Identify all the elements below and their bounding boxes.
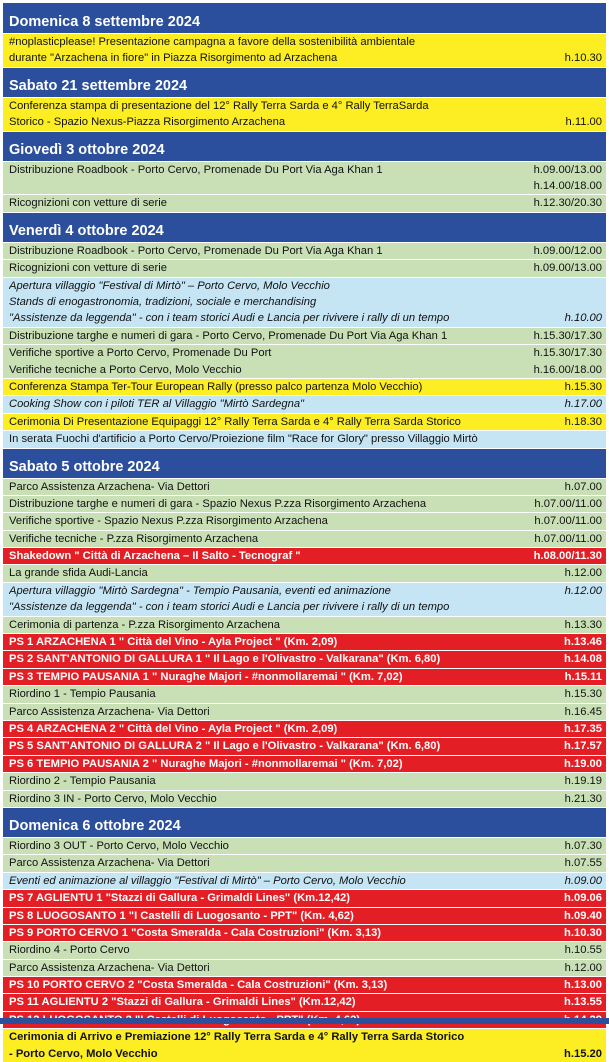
- event-description: [9, 328, 528, 344]
- event-text-line: Riordino 3 IN - Porto Cervo, Molo Vecchio: [9, 792, 217, 805]
- event-text-line: Cooking Show con i piloti TER al Villaggio "Mirtò Sardegna": [9, 398, 305, 411]
- event-text-line: Conferenza Stampa Ter-Tour European Rally (presso palco partenza Molo Vecchio): [9, 380, 423, 393]
- event-time-line: h.13.55: [564, 996, 602, 1009]
- event-text-line: Parco Assistenza Arzachena- Via Dettori: [9, 961, 210, 974]
- schedule-row: [3, 686, 606, 702]
- event-description: [9, 977, 558, 993]
- schedule-row: [3, 379, 606, 395]
- event-time: [528, 162, 602, 195]
- event-time-line: h.07.00/11.00: [534, 497, 602, 510]
- schedule-row: [3, 243, 606, 259]
- event-time: [528, 345, 602, 378]
- event-time: [559, 855, 602, 871]
- event-time: [528, 513, 602, 529]
- schedule-row: [3, 738, 606, 754]
- event-time-line: h.09.00/13.00: [533, 163, 602, 176]
- event-time-line: h.07.55: [564, 857, 602, 870]
- event-time-line: [564, 1029, 602, 1045]
- schedule-row: [3, 960, 606, 976]
- event-description: [9, 873, 559, 889]
- event-time: [558, 721, 602, 737]
- event-text-line: PS 5 SANT'ANTONIO DI GALLURA 2 " Il Lago e l'Olivastro - Valkarana" (Km. 6,80): [9, 740, 441, 753]
- event-time-line: h.11.00: [565, 116, 602, 129]
- event-text-line: Stands di enogastronomia, tradizioni, sociale e merchandising: [9, 295, 317, 308]
- schedule-row: [3, 513, 606, 529]
- event-time: [559, 704, 602, 720]
- event-time-line: h.19.19: [564, 775, 602, 788]
- event-description: [9, 496, 528, 512]
- event-time: [559, 583, 602, 616]
- event-time: [528, 328, 602, 344]
- event-text-line: La grande sfida Audi-Lancia: [9, 567, 148, 580]
- section-header: Domenica 6 ottobre 2024: [3, 808, 606, 837]
- event-text-line: Storico - Spazio Nexus-Piazza Risorgimento Arzachena: [9, 116, 286, 129]
- event-time-line: [565, 294, 602, 310]
- event-description: [9, 513, 528, 529]
- event-text-line: PS 4 ARZACHENA 2 " Città del Vino - Ayla Project " (Km. 2,09): [9, 722, 338, 735]
- schedule-row: [3, 162, 606, 195]
- event-text-line: PS 11 AGLIENTU 2 "Stazzi di Gallura - Grimaldi Lines" (Km.12,42): [9, 996, 356, 1009]
- schedule-row: [3, 260, 606, 276]
- event-text-line: Riordino 2 - Tempio Pausania: [9, 775, 156, 788]
- event-description: [9, 908, 558, 924]
- event-time: [559, 686, 602, 702]
- event-description: [9, 531, 528, 547]
- event-time: [558, 738, 602, 754]
- event-description: [9, 617, 559, 633]
- event-time-line: h.15.30: [564, 380, 602, 393]
- event-time: [528, 195, 602, 211]
- event-text-line: Ricognizioni con vetture di serie: [9, 197, 167, 210]
- event-description: [9, 686, 559, 702]
- event-time-line: h.19.00: [564, 757, 602, 770]
- event-time-line: [565, 278, 602, 294]
- event-description: [9, 634, 558, 650]
- event-time-line: h.12.00: [564, 567, 602, 580]
- schedule-row: [3, 98, 606, 131]
- event-text-line: PS 2 SANT'ANTONIO DI GALLURA 1 " Il Lago e l'Olivastro - Valkarana" (Km. 6,80): [9, 653, 441, 666]
- event-time: [528, 531, 602, 547]
- event-description: [9, 994, 558, 1010]
- event-description: [9, 669, 559, 685]
- event-description: [9, 890, 558, 906]
- event-text-line: PS 9 PORTO CERVO 1 "Costa Smeralda - Cala Costruzioni" (Km. 3,13): [9, 926, 382, 939]
- event-description: [9, 548, 528, 564]
- event-description: [9, 838, 559, 854]
- event-text-line: Ricognizioni con vetture di serie: [9, 262, 167, 275]
- event-description: [9, 431, 596, 447]
- event-time: [528, 243, 602, 259]
- event-time-line: h.13.00: [564, 979, 602, 992]
- event-text-line: Cerimonia di Arrivo e Premiazione 12° Rally Terra Sarda e 4° Rally Terra Sarda Storico: [9, 1031, 465, 1044]
- event-description: [9, 396, 559, 412]
- schedule-row: [3, 873, 606, 889]
- event-time-line: h.07.00/11.00: [534, 515, 602, 528]
- schedule-row: [3, 669, 606, 685]
- event-time: [560, 98, 603, 131]
- event-description: [9, 565, 559, 581]
- event-time-line: h.17.57: [564, 740, 602, 753]
- event-time-line: h.09.00/13.00: [533, 262, 602, 275]
- schedule-row: [3, 855, 606, 871]
- event-time-line: h.10.00: [564, 312, 602, 325]
- section-header: Giovedì 3 ottobre 2024: [3, 132, 606, 161]
- event-time-line: h.09.00/12.00: [533, 244, 602, 257]
- event-description: [9, 278, 559, 327]
- event-time: [559, 379, 602, 395]
- schedule-row: [3, 838, 606, 854]
- event-text-line: Distribuzione Roadbook - Porto Cervo, Promenade Du Port Via Aga Khan 1: [9, 163, 383, 176]
- schedule-row: [3, 942, 606, 958]
- event-time-line: h.07.30: [564, 839, 602, 852]
- event-description: [9, 738, 558, 754]
- section-header: Venerdì 4 ottobre 2024: [3, 213, 606, 242]
- event-description: [9, 243, 528, 259]
- rally-schedule: [3, 3, 606, 1062]
- event-time-line: h.09.40: [564, 909, 602, 922]
- event-time: [596, 431, 602, 447]
- event-description: [9, 583, 559, 616]
- section-header: Domenica 8 settembre 2024: [3, 3, 606, 33]
- event-time-line: h.07.00: [564, 480, 602, 493]
- event-text-line: Verifiche tecniche a Porto Cervo, Molo Vecchio: [9, 363, 242, 376]
- event-text-line: Cerimonia di partenza - P.zza Risorgimento Arzachena: [9, 618, 280, 631]
- schedule-row: [3, 908, 606, 924]
- event-time-line: h.15.11: [564, 670, 602, 683]
- event-time: [559, 960, 602, 976]
- event-text-line: PS 6 TEMPIO PAUSANIA 2 " Nuraghe Majori - #nonmollaremai " (Km. 7,02): [9, 757, 403, 770]
- event-time-line: h.10.30: [564, 52, 602, 65]
- event-text-line: - Porto Cervo, Molo Vecchio: [9, 1047, 158, 1060]
- event-time: [558, 1029, 602, 1062]
- event-time-line: h.12.30/20.30: [533, 197, 602, 210]
- schedule-row: [3, 479, 606, 495]
- event-description: [9, 379, 559, 395]
- schedule-row: [3, 496, 606, 512]
- event-time: [558, 651, 602, 667]
- schedule-row: [3, 925, 606, 941]
- schedule-row: [3, 890, 606, 906]
- event-description: [9, 721, 558, 737]
- schedule-row: [3, 994, 606, 1010]
- section-header: Sabato 5 ottobre 2024: [3, 449, 606, 478]
- event-description: [9, 960, 559, 976]
- event-time: [559, 565, 602, 581]
- event-time: [559, 396, 602, 412]
- schedule-row: [3, 195, 606, 211]
- schedule-row: [3, 791, 606, 807]
- event-time-line: h.12.00: [564, 584, 602, 597]
- event-text-line: Apertura villaggio "Mirtò Sardegna" - Tempio Pausania, eventi ed animazione: [9, 584, 391, 597]
- schedule-row: [3, 721, 606, 737]
- event-text-line: #noplasticplease! Presentazione campagna a favore della sostenibilità ambientale: [9, 36, 416, 48]
- event-description: [9, 1029, 558, 1062]
- event-time: [558, 925, 602, 941]
- event-text-line: In serata Fuochi d'artificio a Porto Cervo/Proiezione film "Race for Glory" presso Villaggio Mirtò: [9, 433, 478, 446]
- event-time-line: h.14.08: [564, 653, 602, 666]
- schedule-row: [3, 617, 606, 633]
- event-time: [528, 260, 602, 276]
- event-time-line: h.08.00/11.30: [533, 550, 602, 563]
- event-time: [559, 942, 602, 958]
- event-text-line: Riordino 1 - Tempio Pausania: [9, 688, 156, 701]
- event-description: [9, 260, 528, 276]
- event-time: [558, 634, 602, 650]
- bottom-stripe: [0, 1018, 609, 1024]
- event-time-line: h.07.00/11.00: [534, 532, 602, 545]
- event-time: [559, 479, 602, 495]
- event-text-line: Distribuzione targhe e numeri di gara - Porto Cervo, Promenade Du Port Via Aga Khan 1: [9, 329, 448, 342]
- event-time-line: h.12.00: [564, 961, 602, 974]
- event-text-line: Apertura villaggio "Festival di Mirtò" – Porto Cervo, Molo Vecchio: [9, 279, 330, 292]
- event-text-line: Eventi ed animazione al villaggio "Festival di Mirtò" – Porto Cervo, Molo Vecchio: [9, 874, 406, 887]
- event-description: [9, 98, 560, 131]
- event-time-line: h.13.30: [564, 618, 602, 631]
- event-description: [9, 855, 559, 871]
- event-time: [559, 669, 602, 685]
- event-text-line: "Assistenze da leggenda" - con i team storici Audi e Lancia per rivivere i rally di un tempo: [9, 312, 450, 325]
- schedule-row: [3, 977, 606, 993]
- event-time-line: h.16.45: [564, 705, 602, 718]
- event-time: [559, 773, 602, 789]
- event-time-line: [565, 599, 602, 615]
- event-text-line: Riordino 4 - Porto Cervo: [9, 944, 130, 957]
- schedule-row: [3, 773, 606, 789]
- schedule-row: [3, 328, 606, 344]
- schedule-row: [3, 278, 606, 327]
- schedule-row: [3, 1029, 606, 1062]
- event-time-line: h.18.30: [564, 415, 602, 428]
- event-time-line: h.15.20: [564, 1047, 602, 1060]
- schedule-row: [3, 634, 606, 650]
- event-time-line: h.15.30: [564, 688, 602, 701]
- event-time-line: h.13.46: [564, 636, 602, 649]
- schedule-row: [3, 431, 606, 447]
- event-description: [9, 942, 559, 958]
- event-time: [558, 994, 602, 1010]
- event-text-line: PS 3 TEMPIO PAUSANIA 1 " Nuraghe Majori - #nonmollaremai " (Km. 7,02): [9, 670, 403, 683]
- event-time: [558, 756, 602, 772]
- event-text-line: Verifiche tecniche - P.zza Risorgimento Arzachena: [9, 532, 259, 545]
- event-description: [9, 651, 558, 667]
- schedule-row: [3, 583, 606, 616]
- event-text-line: Riordino 3 OUT - Porto Cervo, Molo Vecchio: [9, 839, 229, 852]
- schedule-row: [3, 34, 606, 67]
- event-time-line: h.09.06: [564, 892, 602, 905]
- event-text-line: Distribuzione Roadbook - Porto Cervo, Promenade Du Port Via Aga Khan 1: [9, 244, 383, 257]
- event-description: [9, 925, 558, 941]
- schedule-row: [3, 756, 606, 772]
- event-description: [9, 162, 528, 195]
- event-time-line: [566, 98, 603, 114]
- event-text-line: PS 1 ARZACHENA 1 " Città del Vino - Ayla Project " (Km. 2,09): [9, 636, 338, 649]
- event-text-line: PS 10 PORTO CERVO 2 "Costa Smeralda - Cala Costruzioni" (Km. 3,13): [9, 979, 388, 992]
- event-time-line: h.17.00: [564, 398, 602, 411]
- event-time: [559, 414, 602, 430]
- event-time: [559, 617, 602, 633]
- schedule-row: [3, 345, 606, 378]
- schedule-row: [3, 651, 606, 667]
- event-time: [559, 791, 602, 807]
- event-text-line: PS 8 LUOGOSANTO 1 "I Castelli di Luogosanto - PPT" (Km. 4,62): [9, 909, 354, 922]
- event-text-line: Verifiche sportive - Spazio Nexus P.zza Risorgimento Arzachena: [9, 515, 328, 528]
- schedule-row: [3, 396, 606, 412]
- event-text-line: Parco Assistenza Arzachena- Via Dettori: [9, 857, 210, 870]
- event-description: [9, 34, 559, 67]
- event-time: [558, 908, 602, 924]
- event-time-line: [565, 34, 602, 50]
- event-description: [9, 479, 559, 495]
- section-header: Sabato 21 settembre 2024: [3, 68, 606, 97]
- event-time-line: h.15.30/17.30: [533, 347, 602, 360]
- event-time: [558, 977, 602, 993]
- event-description: [9, 756, 558, 772]
- event-text-line: Verifiche sportive a Porto Cervo, Promenade Du Port: [9, 347, 272, 360]
- event-time: [558, 890, 602, 906]
- event-time-line: h.21.30: [564, 792, 602, 805]
- event-description: [9, 345, 528, 378]
- event-time: [528, 548, 602, 564]
- event-time-line: h.10.30: [564, 926, 602, 939]
- event-description: [9, 704, 559, 720]
- event-description: [9, 414, 559, 430]
- schedule-row: [3, 565, 606, 581]
- event-time: [559, 278, 602, 327]
- event-time-line: h.17.35: [564, 722, 602, 735]
- event-text-line: Cerimonia Di Presentazione Equipaggi 12° Rally Terra Sarda e 4° Rally Terra Sarda Storico: [9, 415, 461, 428]
- event-text-line: [9, 178, 528, 194]
- event-text-line: Distribuzione targhe e numeri di gara - Spazio Nexus P.zza Risorgimento Arzachena: [9, 497, 427, 510]
- event-time: [559, 838, 602, 854]
- schedule-row: [3, 704, 606, 720]
- event-time-line: h.14.00/18.00: [533, 179, 602, 192]
- schedule-row: [3, 531, 606, 547]
- event-time: [559, 34, 602, 67]
- event-time-line: h.09.00: [564, 874, 602, 887]
- schedule-row: [3, 548, 606, 564]
- event-text-line: Parco Assistenza Arzachena- Via Dettori: [9, 705, 210, 718]
- event-description: [9, 773, 559, 789]
- event-time: [528, 496, 602, 512]
- event-text-line: Parco Assistenza Arzachena- Via Dettori: [9, 480, 210, 493]
- event-description: [9, 791, 559, 807]
- event-text-line: Conferenza stampa di presentazione del 12° Rally Terra Sarda e 4° Rally TerraSarda: [9, 99, 429, 112]
- event-text-line: durante "Arzachena in fiore" in Piazza Risorgimento ad Arzachena: [9, 52, 338, 65]
- event-time-line: h.16.00/18.00: [533, 363, 602, 376]
- event-text-line: "Assistenze da leggenda" - con i team storici Audi e Lancia per rivivere i rally di un tempo: [9, 601, 450, 614]
- event-description: [9, 195, 528, 211]
- event-text-line: PS 7 AGLIENTU 1 "Stazzi di Gallura - Grimaldi Lines" (Km.12,42): [9, 892, 350, 905]
- event-time-line: h.10.55: [564, 944, 602, 957]
- event-time: [559, 873, 602, 889]
- event-time-line: h.15.30/17.30: [533, 329, 602, 342]
- schedule-row: [3, 414, 606, 430]
- event-text-line: Shakedown " Città di Arzachena – Il Salto - Tecnograf ": [9, 550, 301, 563]
